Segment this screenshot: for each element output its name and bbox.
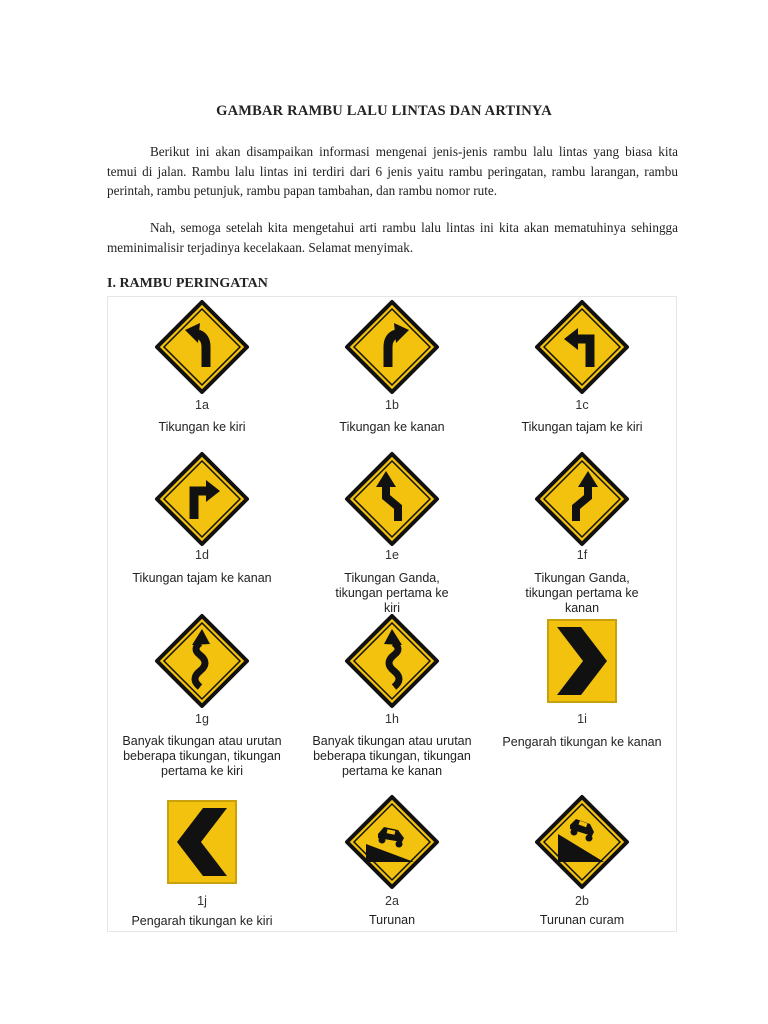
signs-panel xyxy=(107,296,677,932)
closing-paragraph: Nah, semoga setelah kita mengetahui arti rambu lalu lintas ini kita akan mematuhinya sehingga meminimalisir terjadinya kecelakaan. Selamat menyimak. xyxy=(107,220,678,255)
sharp-turn-left-icon xyxy=(534,299,630,395)
sign-cell-1c xyxy=(487,296,677,455)
sign-code: 1j xyxy=(197,894,207,908)
steep-downhill-icon xyxy=(534,794,630,890)
section-heading: I. RAMBU PERINGATAN xyxy=(107,276,268,291)
double-curve-right-icon xyxy=(534,451,630,547)
sign-cell-1i xyxy=(487,612,677,771)
sign-code: 1f xyxy=(576,548,588,562)
sign-cell-2b xyxy=(487,794,677,953)
sign-cell-1f xyxy=(487,448,677,615)
sign-code: 2b xyxy=(575,894,589,908)
sign-caption: Tikungan ke kanan xyxy=(339,420,445,434)
chevron-right-icon xyxy=(547,619,617,703)
curve-left-icon xyxy=(154,299,250,395)
chevron-left-icon xyxy=(167,800,237,884)
sign-code: 1h xyxy=(385,712,399,726)
sign-cell-1a xyxy=(107,296,297,455)
sign-code: 1c xyxy=(575,398,589,412)
sign-cell-1h xyxy=(297,612,487,778)
sign-caption: Turunan curam xyxy=(539,913,625,927)
sign-code: 1i xyxy=(577,712,587,726)
sign-code: 1g xyxy=(195,712,209,726)
sign-caption: Banyak tikungan atau urutan beberapa tikungan, tikungan pertama ke kiri xyxy=(122,734,282,778)
sign-cell-1j xyxy=(107,794,297,953)
sign-cell-1g xyxy=(107,612,297,778)
sharp-turn-right-icon xyxy=(154,451,250,547)
sign-caption: Tikungan ke kiri xyxy=(158,420,246,434)
sign-cell-1d xyxy=(107,448,297,607)
sign-caption: Pengarah tikungan ke kiri xyxy=(131,914,273,928)
document-title: GAMBAR RAMBU LALU LINTAS DAN ARTINYA xyxy=(216,103,552,119)
sign-caption: Tikungan Ganda, tikungan pertama ke kiri xyxy=(335,571,449,615)
sign-caption: Turunan xyxy=(368,913,416,927)
intro-paragraph: Berikut ini akan disampaikan informasi mengenai jenis-jenis rambu lalu lintas yang biasa kita temui di jalan. Rambu lalu lintas ini terdiri dari 6 jenis yaitu rambu peringatan, rambu larangan, rambu perintah, rambu petunjuk, rambu papan tambahan, dan rambu nomor rute. xyxy=(107,144,678,198)
downhill-icon xyxy=(344,794,440,890)
sign-code: 2a xyxy=(385,894,399,908)
sign-caption: Tikungan Ganda, tikungan pertama ke kanan xyxy=(525,571,639,615)
sign-caption: Banyak tikungan atau urutan beberapa tikungan, tikungan pertama ke kanan xyxy=(312,734,472,778)
winding-road-left-icon xyxy=(154,613,250,709)
sign-cell-2a xyxy=(297,794,487,953)
sign-code: 1a xyxy=(195,398,209,412)
sign-code: 1b xyxy=(385,398,399,412)
double-curve-left-icon xyxy=(344,451,440,547)
sign-caption: Tikungan tajam ke kanan xyxy=(132,571,272,585)
winding-road-right-icon xyxy=(344,613,440,709)
sign-caption: Pengarah tikungan ke kanan xyxy=(502,735,662,749)
sign-cell-1b xyxy=(297,296,487,455)
sign-code: 1e xyxy=(385,548,399,562)
curve-right-icon xyxy=(344,299,440,395)
sign-caption: Tikungan tajam ke kiri xyxy=(521,420,643,434)
sign-code: 1d xyxy=(195,548,209,562)
sign-cell-1e xyxy=(297,448,487,615)
